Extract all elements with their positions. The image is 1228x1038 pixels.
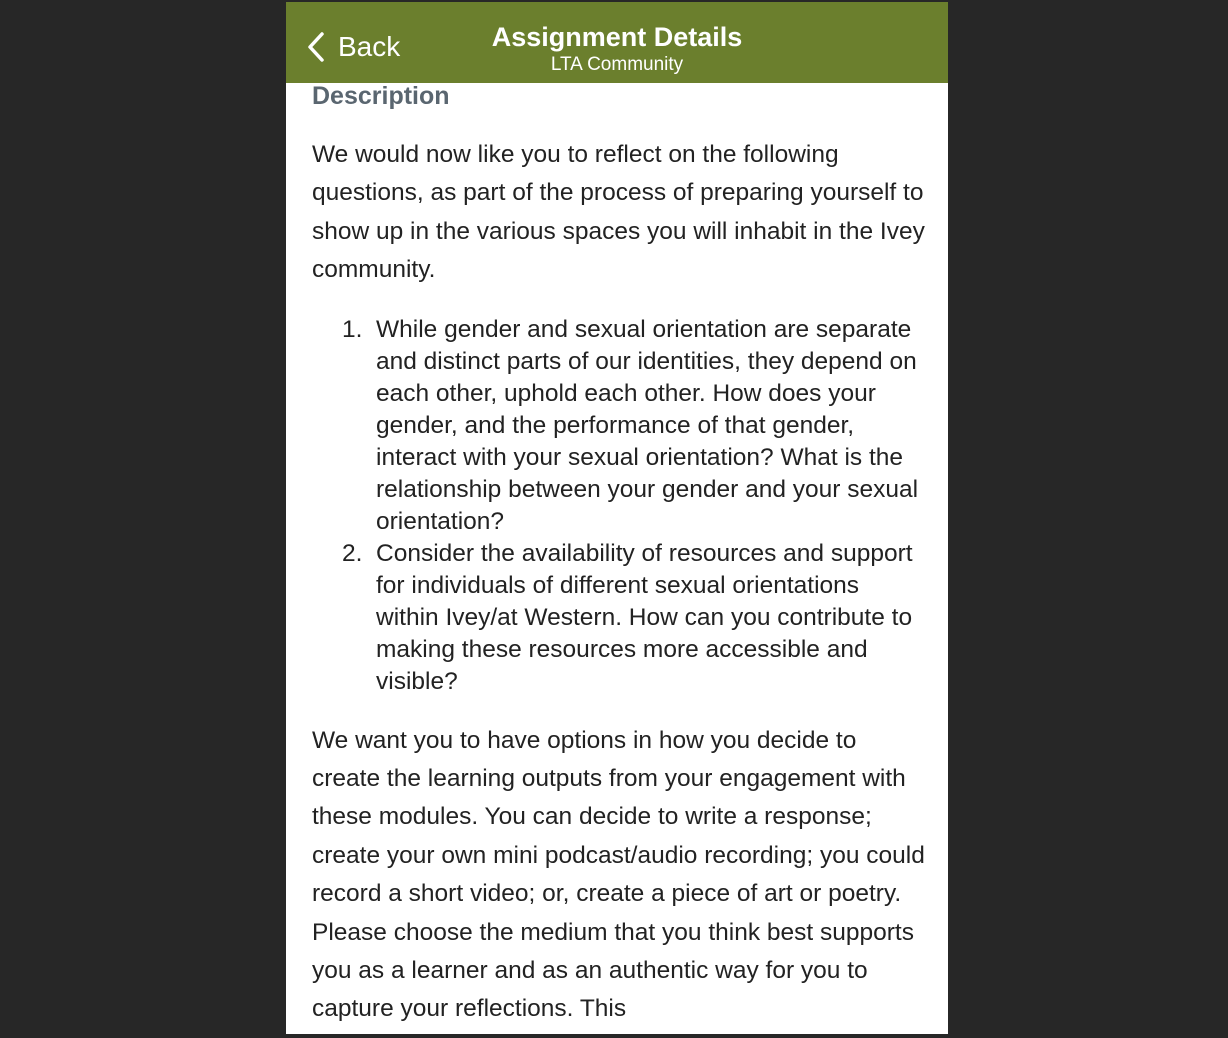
outro-paragraph: We want you to have options in how you decide to create the learning outputs from your engagement with these modules. You can decide to write a response; create your own mini podcast/audio recording; you could record a short video; or, create a piece of art or poetry. Please choose the medium that you think best supports you as a learner and as an authentic way for you to capture your reflections. This [312,726,925,1023]
header-titles [436,20,798,76]
question-number: 1. [342,315,363,343]
back-label: Back [338,31,401,62]
question-number: 2. [342,539,363,567]
back-button[interactable] [306,28,400,66]
question-list [312,314,928,698]
page-subtitle: LTA Community [550,54,684,75]
chevron-left-icon [306,31,326,63]
page-title: Assignment Details [491,22,743,52]
app-screen [286,2,948,1034]
question-item [312,314,928,538]
assignment-description [312,80,928,1029]
question-text: Consider the availability of resources and support for individuals of different sexual orientations within Ivey/at Western. How can you contribute to making these resources more accessible and visible? [376,539,913,695]
question-text: While gender and sexual orientation are separate and distinct parts of our identities, they depend on each other, uphold each other. How does your gender, and the performance of that gender, interact with your sexual orientation? What is the relationship between your gender and your sexual orientation? [376,315,919,535]
navigation-header [286,2,948,83]
intro-paragraph: We would now like you to reflect on the following questions, as part of the process of preparing yourself to show up in the various spaces you will inhabit in the Ivey community. [312,141,925,284]
description-heading: Description [312,82,450,110]
question-item [312,538,928,698]
